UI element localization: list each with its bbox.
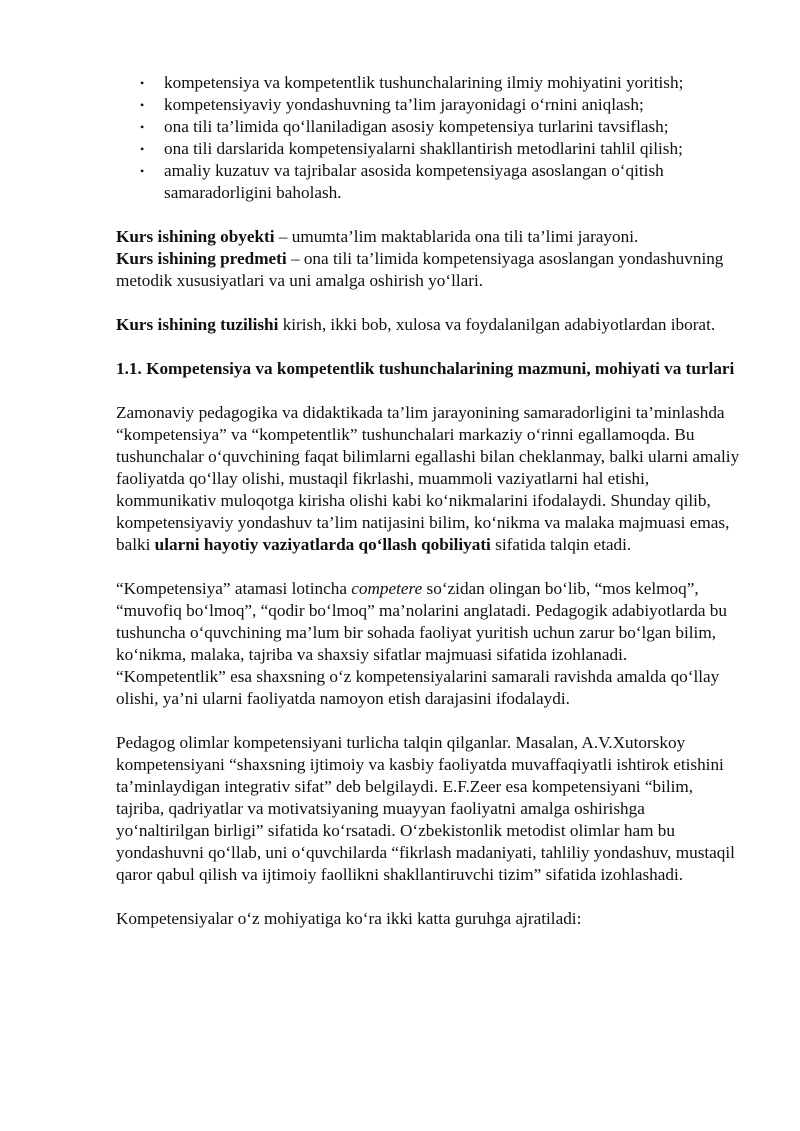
list-item-text: ona tili ta’limida qo‘llaniladigan asosiy kompetensiya turlarini tavsiflash;	[164, 117, 669, 136]
course-object-text: – umumta’lim maktablarida ona tili ta’limi jarayoni.	[274, 227, 639, 246]
list-item	[116, 138, 740, 160]
list-item-text: kompetensiyaviy yondashuvning ta’lim jarayonidagi o‘rnini aniqlash;	[164, 95, 644, 114]
paragraph-2	[116, 578, 740, 710]
list-item	[116, 72, 740, 94]
course-structure-text: kirish, ikki bob, xulosa va foydalanilgan adabiyotlardan iborat.	[278, 315, 716, 334]
course-subject-label: Kurs ishining predmeti	[116, 249, 287, 268]
paragraph-3: Pedagog olimlar kompetensiyani turlicha talqin qilganlar. Masalan, A.V.Xutorskoy kompetensiyani “shaxsning ijtimoiy va kasbiy faoliyatda muvaffaqiyatli ishtirok etishini ta’minlaydigan integrativ sifat” deb belgilaydi. E.F.Zeer esa kompetensiyani “bilim, tajriba, qadriyatlar va motivatsiyaning muayyan faoliyatni amalga oshirishga yo‘naltirilgan birligi” sifatida ko‘rsatadi. O‘zbekistonlik metodist olimlar ham bu yondashuvni qo‘llab, uni o‘quvchilarda “fikrlash madaniyati, tahliliy yondashuv, mustaqil qaror qabul qilish va ijtimoiy faollikni shakllantiruvchi tizim” sifatida izohlashadi.	[116, 733, 735, 884]
bullet-icon: •	[140, 142, 145, 156]
list-item	[116, 94, 740, 116]
objectives-list	[116, 72, 740, 204]
course-subject	[116, 248, 740, 292]
course-structure-label: Kurs ishining tuzilishi	[116, 315, 279, 334]
list-item-text: ona tili darslarida kompetensiyalarni shakllantirish metodlarini tahlil qilish;	[164, 139, 683, 158]
course-subject-text: – ona tili ta’limida kompetensiyaga asoslangan yondashuvning metodik xususiyatlari va uni amalga oshirish yo‘llari.	[116, 249, 724, 290]
list-item-text: amaliy kuzatuv va tajribalar asosida kompetensiyaga asoslangan o‘qitish samaradorligini baholash.	[164, 161, 664, 202]
paragraph-1	[116, 402, 740, 556]
course-object-label: Kurs ishining obyekti	[116, 227, 275, 246]
paragraph-2-text: “Kompetensiya” atamasi lotincha	[116, 579, 352, 598]
paragraph-4: Kompetensiyalar o‘z mohiyatiga ko‘ra ikki katta guruhga ajratiladi:	[116, 909, 582, 928]
paragraph-1-text: Zamonaviy pedagogika va didaktikada ta’lim jarayonining samaradorligini ta’minlashda “kompetensiya” va “kompetentlik” tushunchalari markaziy o‘rinni egallamoqda. Bu tushunchalar o‘quvchining faqat bilimlarni egallashi bilan cheklanmay, balki ularni amaliy faoliyatda qo‘llay olishi, mustaqil fikrlashi, muammoli vaziyatlarni hal etishi, kommunikativ muloqotga kirisha olishi kabi ko‘nikmalarini ifodalaydi. Shunday qilib, kompetensiyaviy yondashuv ta’lim natijasini bilim, ko‘nikma va malaka majmuasi emas, balki	[116, 403, 740, 554]
bullet-icon: •	[140, 164, 145, 178]
list-item-text: kompetensiya va kompetentlik tushunchalarining ilmiy mohiyatini yoritish;	[164, 73, 684, 92]
bullet-icon: •	[140, 76, 145, 90]
list-item	[116, 116, 740, 138]
paragraph-2-italic: competere	[351, 579, 423, 598]
course-structure	[116, 314, 740, 336]
paragraph-1-bold: ularni hayotiy vaziyatlarda qo‘llash qobiliyati	[154, 535, 491, 554]
paragraph-1-tail: sifatida talqin etadi.	[490, 535, 632, 554]
bullet-icon: •	[140, 120, 145, 134]
section-heading: 1.1. Kompetensiya va kompetentlik tushunchalarining mazmuni, mohiyati va turlari	[116, 359, 735, 378]
paragraph-2-tail: so‘zidan olingan bo‘lib, “mos kelmoq”, “muvofiq bo‘lmoq”, “qodir bo‘lmoq” ma’nolarini anglatadi. Pedagogik adabiyotlarda bu tushuncha o‘quvchining ma’lum bir sohada faoliyat yuritish uchun zarur bo‘lgan bilim, ko‘nikma, malaka, tajriba va shaxsiy sifatlar majmuasi sifatida izohlanadi. “Kompetentlik” esa shaxsning o‘z kompetensiyalarini samarali ravishda amalda qo‘llay olishi, ya’ni ularni faoliyatda namoyon etish darajasini ifodalaydi.	[116, 579, 727, 708]
list-item	[116, 160, 740, 204]
bullet-icon: •	[140, 98, 145, 112]
course-object	[116, 226, 740, 248]
